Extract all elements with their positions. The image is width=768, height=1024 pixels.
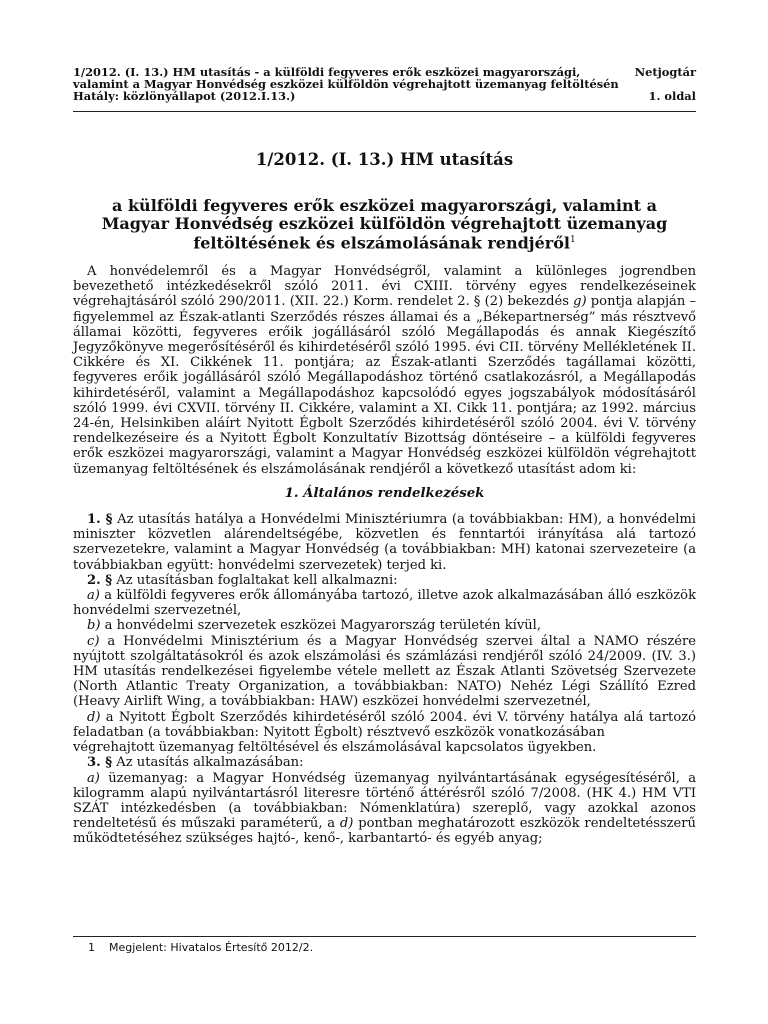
item-text-continued: pontban meghatározott eszközök rendeltetésszerű működtetéséhez szükséges hajtó-, kenő-, karbantartó- és egyéb anyag; (73, 816, 696, 847)
item-text: üzemanyag: a Magyar Honvédség üzemanyag nyilvántartásának egységesítéséről, a kilogramm alapú nyilvántartásról literesre történő áttérésről szóló 7/2008. (HK 4.) HM VTI SZÁT intézkedésben (a továbbiakban: Nómenklatúra) szereplő, vagy azokkal azonos rendeltetésű és műszaki paraméterű, a (73, 770, 696, 832)
footnote-divider (73, 936, 696, 937)
preamble-text: A honvédelemről és a Magyar Honvédségről, valamint a különleges jogrendben bevezethető intézkedésekről szóló 2011. évi CXIII. törvény egyes rendelkezéseinek végrehajtásáról szóló 290/2011. (XII. 22.) Korm. rendelet 2. § (2) bekezdés (73, 264, 696, 310)
preamble-rest: pontja alapján – figyelemmel az Észak-atlanti Szerződés részes államai és a „Békepartnerség” más résztvevő államai közötti, fegyveres erőik jogállásáról szóló Megállapodás és annak Kiegészítő Jegyzőkönyve megerősítéséről és kihirdetéséről szóló 1995. évi CII. törvény Mellékletének II. Cikkére és XI. Cikkének 11. pontjára; az Észak-atlanti Szerződés tagállamai közötti, fegyveres erőik jogállásáról szóló Megállapodáshoz történő csatlakozásról, a Megállapodás kihirdetéséről, valamint a Megállapodáshoz kapcsolódó egyes jogszabályok módosításáról szóló 1999. évi CXVII. törvény II. Cikkére, valamint a XI. Cikk 11. pontjára; az 1992. március 24-én, Helsinkiben aláírt Nyitott Égbolt Szerződés kihirdetéséről szóló 2004. évi V. törvény rendelkezéseire és a Nyitott Égbolt Konzultatív Bizottság döntéseire – a külföldi fegyveres erők eszközei magyarországi, valamint a Magyar Honvédség eszközei külföldön végrehajtott üzemanyag feltöltésének és elszámolásának rendjéről a következő utasítást adom ki: (73, 294, 697, 477)
subtitle-line-3 (73, 232, 696, 252)
header-title-line-1: 1/2012. (I. 13.) HM utasítás - a külföldi fegyveres erők eszközei magyarországi, (73, 65, 581, 79)
paragraph-number: 2. § (87, 572, 113, 588)
item-text: a Nyitott Égbolt Szerződés kihirdetéséről szóló 2004. évi V. törvény hatálya alá tartozó feladatban (a továbbiakban: Nyitott Égbolt) résztvevő eszközök vonatkozásában (73, 709, 696, 740)
paragraph-2-item-b (73, 618, 696, 633)
document-subtitle (73, 197, 696, 252)
section-heading: 1. Általános rendelkezések (284, 485, 485, 501)
header-page-number: 1. oldal (648, 89, 696, 104)
paragraph-2-item-d (73, 710, 696, 740)
paragraph-number: 3. § (87, 755, 113, 771)
header-line-3 (73, 90, 696, 102)
page-header (73, 66, 696, 103)
footnote-text: Megjelent: Hivatalos Értesítő 2012/2. (109, 941, 314, 954)
document-body (73, 264, 696, 847)
document-title: 1/2012. (I. 13.) HM utasítás (255, 150, 514, 169)
subtitle-line-1: a külföldi fegyveres erők eszközei magyarországi, valamint a (112, 196, 657, 215)
header-source: Netjogtár (634, 65, 696, 79)
paragraph-2-item-a (73, 588, 696, 618)
footnote (88, 941, 313, 954)
paragraph-number: 1. § (87, 512, 113, 528)
item-text: a külföldi fegyveres erők állományába tartozó, illetve azok alkalmazásában álló eszközök honvédelmi szervezetnél, (73, 588, 696, 619)
item-text: a honvédelmi szervezetek eszközei Magyarország területén kívül, (100, 618, 542, 634)
paragraph-2 (73, 573, 696, 588)
footnote-reference[interactable]: 1 (569, 235, 576, 245)
footnote-number: 1 (88, 941, 95, 954)
paragraph-1 (73, 512, 696, 573)
paragraph-3-item-a (73, 771, 696, 847)
item-label: c) (87, 633, 100, 649)
item-label: a) (87, 588, 100, 604)
paragraph-text: Az utasítás alkalmazásában: (112, 755, 304, 771)
item-text: a Honvédelmi Minisztérium és a Magyar Honvédség szervei által a NAMO részére nyújtott szolgáltatásokról és azok elszámolási és számlázási rendjéről szóló 24/2009. (IV. 3.) HM utasítás rendelkezései figyelembe vétele mellett az Észak Atlanti Szövetség Szervezete (North Atlantic Treaty Organization, a továbbiakban: NATO) Nehéz Légi Szállító Ezred (Heavy Airlift Wing, a továbbiakban: HAW) eszközei honvédelmi szervezetnél, (73, 633, 696, 710)
paragraph-2-tail: végrehajtott üzemanyag feltöltésével és elszámolásával kapcsolatos ügyekben. (73, 740, 597, 756)
item-label: b) (87, 618, 101, 634)
header-title-line-2: valamint a Magyar Honvédség eszközei külföldön végrehajtott üzemanyag feltöltésén (73, 77, 619, 92)
paragraph-text: Az utasítás hatálya a Honvédelmi Minisztériumra (a továbbiakban: HM), a honvédelmi miniszter közvetlen alárendeltségébe, közvetlen és fenntartói irányítása alá tartozó szervezetekre, valamint a Magyar Honvédség (a továbbiakban: MH) katonai szervezeteire (a továbbiakban együtt: honvédelmi szervezetek) terjed ki. (73, 512, 696, 573)
header-divider (73, 111, 696, 112)
item-label: a) (87, 770, 100, 786)
preamble-item-label: g) (573, 294, 587, 310)
preamble-paragraph (73, 264, 696, 477)
item-label: d) (87, 709, 101, 725)
paragraph-2-item-c (73, 634, 696, 710)
subtitle-line-3-text: feltöltésének és elszámolásának rendjéről (193, 233, 570, 253)
subtitle-line-2: Magyar Honvédség eszközei külföldön végrehajtott üzemanyag (101, 213, 668, 233)
paragraph-3 (73, 755, 696, 770)
header-effect-status: Hatály: közlönyállapot (2012.I.13.) (73, 89, 296, 104)
item-reference: d) (339, 816, 354, 832)
paragraph-text: Az utasításban foglaltakat kell alkalmazni: (112, 572, 398, 588)
